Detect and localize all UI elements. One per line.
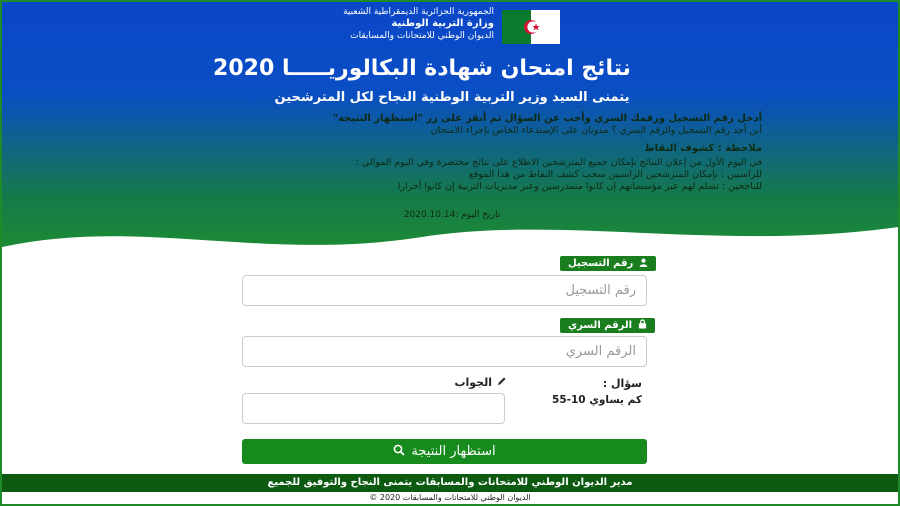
answer-label [402,376,507,389]
search-icon [393,444,405,460]
answer-input[interactable] [242,393,505,424]
instruction-line: أدخل رقم التسجيل ورقمك السري وأجب عن السؤال ثم أنقر على زر "استظهار النتيجة" [332,113,762,124]
question-text: كم يساوي 10-55 [552,394,642,406]
algeria-flag-icon [502,10,560,44]
note-line: للراسبين : بإمكان المترشحين الراسبين سحب كشف النقاط من هذا الموقع [468,169,762,180]
registration-label [560,256,656,271]
page-title: نتائج امتحان شهادة البكالوريـــــا 2020 [213,56,631,81]
ministry-line: الجمهورية الجزائرية الديمقراطية الشعبية [343,7,494,17]
ministry-line: وزارة التربية الوطنية [391,18,494,29]
pencil-icon [497,376,507,389]
registration-input[interactable] [242,275,647,306]
answer-label-text: الجواب [454,376,492,389]
footer-copyright: الديوان الوطني للامتحانات والمسابقات 2020 © [369,493,531,502]
question-label: سؤال : [602,377,642,390]
secret-label [560,318,655,333]
secret-input[interactable] [242,336,647,367]
ministry-header [322,6,494,42]
show-result-button[interactable] [242,439,647,464]
page-subtitle: يتمنى السيد وزير التربية الوطنية النجاح لكل المترشحين [274,90,630,105]
ministry-line: الديوان الوطني للامتحانات والمسابقات [350,31,494,41]
registration-label-text: رقم التسجيل [568,258,634,269]
footer-banner: مدير الديوان الوطني للامتحانات والمسابقات يتمنى النجاح والتوفيق للجميع [2,474,898,492]
show-result-label: استظهار النتيجة [411,444,496,459]
instruction-line: أين أجد رقم التسجيل والرقم السري ؟ مدونان على الإستدعاء الخاص بإجراء الامتحان [430,125,762,136]
user-icon [639,258,648,270]
note-line: للناجحين : تسلم لهم عبر مؤسساتهم إن كانوا متمدرسين وعبر مديريات التربية إن كانوا أحرارا [397,181,762,192]
lock-icon [638,319,647,332]
note-line: في اليوم الأول من إعلان النتائج بإمكان جميع المترشحين الاطلاع على نتائج مختصرة وفي اليوم الموالي : [355,157,762,168]
note-title: ملاحظة : كشوف النقاط [644,143,762,154]
secret-label-text: الرقم السري [568,320,633,331]
current-date: تاريخ اليوم :2020.10.14 [403,210,501,220]
